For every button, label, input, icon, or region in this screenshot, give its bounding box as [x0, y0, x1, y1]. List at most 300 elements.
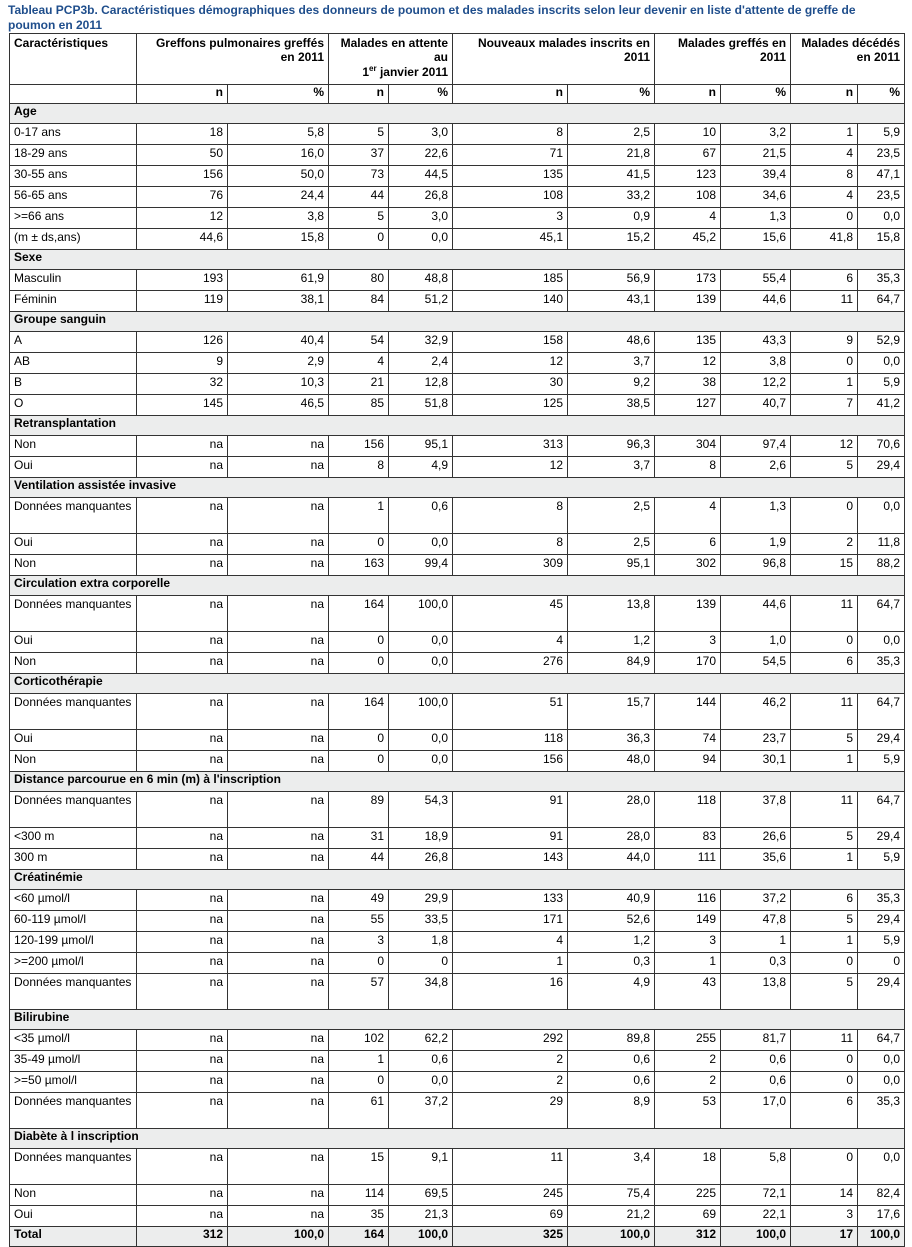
- cell-pct: na: [228, 828, 329, 849]
- cell-pct: 47,8: [721, 911, 791, 932]
- cell-pct: 28,0: [568, 828, 655, 849]
- table-row: [10, 890, 905, 911]
- cell-n: 16: [453, 974, 568, 1010]
- header-n: n: [655, 85, 721, 104]
- cell-pct: na: [228, 1072, 329, 1093]
- header-group-2-line2: janvier 2011: [376, 65, 448, 79]
- section-heading: Créatinémie: [10, 870, 905, 890]
- cell-pct: na: [228, 751, 329, 772]
- cell-n: 5: [791, 911, 858, 932]
- header-pct: %: [228, 85, 329, 104]
- cell-n: 11: [791, 596, 858, 632]
- cell-pct: 4,9: [389, 457, 453, 478]
- cell-pct: 29,4: [858, 457, 905, 478]
- cell-n: 276: [453, 653, 568, 674]
- cell-pct: 5,9: [858, 849, 905, 870]
- cell-n: 9: [137, 353, 228, 374]
- cell-pct: 33,2: [568, 187, 655, 208]
- cell-n: 14: [791, 1185, 858, 1206]
- cell-n: 156: [453, 751, 568, 772]
- cell-pct: 3,4: [568, 1149, 655, 1185]
- cell-n: 6: [791, 270, 858, 291]
- cell-pct: 0,6: [721, 1051, 791, 1072]
- cell-n: 37: [329, 145, 389, 166]
- cell-pct: 2,9: [228, 353, 329, 374]
- cell-n: na: [137, 751, 228, 772]
- cell-pct: 2,5: [568, 498, 655, 534]
- row-label: 30-55 ans: [10, 166, 137, 187]
- cell-pct: 1,3: [721, 498, 791, 534]
- cell-pct: 84,9: [568, 653, 655, 674]
- cell-pct: 22,1: [721, 1206, 791, 1227]
- cell-n: 91: [453, 792, 568, 828]
- cell-pct: 0,3: [721, 953, 791, 974]
- cell-n: 6: [791, 1093, 858, 1129]
- cell-n: 53: [655, 1093, 721, 1129]
- row-label: AB: [10, 353, 137, 374]
- section-row: [10, 478, 905, 498]
- cell-n: 45,1: [453, 229, 568, 250]
- table-row: [10, 596, 905, 632]
- section-row: [10, 576, 905, 596]
- cell-pct: na: [228, 1093, 329, 1129]
- cell-n: 125: [453, 395, 568, 416]
- cell-pct: 21,2: [568, 1206, 655, 1227]
- cell-n: 173: [655, 270, 721, 291]
- row-label: Oui: [10, 730, 137, 751]
- cell-n: 185: [453, 270, 568, 291]
- cell-n: 1: [453, 953, 568, 974]
- cell-n: 3: [655, 932, 721, 953]
- cell-n: 0: [329, 534, 389, 555]
- cell-n: 11: [791, 694, 858, 730]
- cell-n: 45: [453, 596, 568, 632]
- table-row: [10, 332, 905, 353]
- cell-pct: 4,9: [568, 974, 655, 1010]
- cell-pct: 35,3: [858, 890, 905, 911]
- cell-pct: 5,9: [858, 124, 905, 145]
- cell-pct: 96,3: [568, 436, 655, 457]
- total-row: [10, 1227, 905, 1247]
- cell-pct: 75,4: [568, 1185, 655, 1206]
- cell-pct: 43,1: [568, 291, 655, 312]
- cell-pct: 15,2: [568, 229, 655, 250]
- section-row: [10, 1129, 905, 1149]
- cell-n: 118: [655, 792, 721, 828]
- cell-n: 12: [791, 436, 858, 457]
- cell-n: 5: [791, 457, 858, 478]
- cell-pct: 46,2: [721, 694, 791, 730]
- cell-pct: 3,8: [228, 208, 329, 229]
- table-row: [10, 270, 905, 291]
- cell-n: 1: [791, 374, 858, 395]
- cell-n: na: [137, 1030, 228, 1051]
- row-label: Données manquantes: [10, 694, 137, 730]
- cell-n: 144: [655, 694, 721, 730]
- row-label: Oui: [10, 1206, 137, 1227]
- cell-n: 9: [791, 332, 858, 353]
- cell-pct: na: [228, 849, 329, 870]
- section-heading: Diabète à l inscription: [10, 1129, 905, 1149]
- section-row: [10, 1010, 905, 1030]
- section-heading: Corticothérapie: [10, 674, 905, 694]
- total-n: 17: [791, 1227, 858, 1247]
- section-heading: Groupe sanguin: [10, 312, 905, 332]
- cell-n: 302: [655, 555, 721, 576]
- cell-n: 18: [137, 124, 228, 145]
- cell-n: na: [137, 1051, 228, 1072]
- cell-pct: 61,9: [228, 270, 329, 291]
- cell-pct: 29,4: [858, 974, 905, 1010]
- cell-pct: 26,8: [389, 849, 453, 870]
- table-row: [10, 187, 905, 208]
- cell-pct: 15,8: [228, 229, 329, 250]
- cell-n: na: [137, 828, 228, 849]
- total-pct: 100,0: [858, 1227, 905, 1247]
- section-row: [10, 312, 905, 332]
- cell-pct: 3,7: [568, 353, 655, 374]
- cell-pct: 82,4: [858, 1185, 905, 1206]
- section-heading: Circulation extra corporelle: [10, 576, 905, 596]
- cell-pct: 13,8: [568, 596, 655, 632]
- cell-n: 76: [137, 187, 228, 208]
- cell-n: na: [137, 498, 228, 534]
- cell-n: 2: [453, 1051, 568, 1072]
- total-pct: 100,0: [568, 1227, 655, 1247]
- cell-pct: 0,0: [858, 208, 905, 229]
- cell-n: na: [137, 632, 228, 653]
- cell-pct: na: [228, 1206, 329, 1227]
- cell-pct: 9,1: [389, 1149, 453, 1185]
- row-label: Oui: [10, 632, 137, 653]
- row-label: Données manquantes: [10, 1093, 137, 1129]
- total-label: Total: [10, 1227, 137, 1247]
- cell-pct: 40,4: [228, 332, 329, 353]
- header-pct: %: [858, 85, 905, 104]
- cell-pct: 46,5: [228, 395, 329, 416]
- cell-pct: 16,0: [228, 145, 329, 166]
- cell-n: na: [137, 694, 228, 730]
- cell-pct: 0,6: [721, 1072, 791, 1093]
- cell-pct: na: [228, 694, 329, 730]
- cell-pct: 44,6: [721, 596, 791, 632]
- header-pct: %: [721, 85, 791, 104]
- cell-n: 255: [655, 1030, 721, 1051]
- section-row: [10, 870, 905, 890]
- cell-n: 171: [453, 911, 568, 932]
- cell-n: 67: [655, 145, 721, 166]
- cell-pct: 0,0: [389, 730, 453, 751]
- cell-pct: 21,3: [389, 1206, 453, 1227]
- cell-pct: 54,5: [721, 653, 791, 674]
- cell-n: 8: [655, 457, 721, 478]
- cell-pct: 39,4: [721, 166, 791, 187]
- header-group-2-line1: Malades en attente au: [340, 36, 448, 64]
- cell-pct: na: [228, 653, 329, 674]
- cell-pct: 100,0: [389, 694, 453, 730]
- cell-n: 0: [791, 632, 858, 653]
- cell-pct: 28,0: [568, 792, 655, 828]
- cell-n: 1: [791, 124, 858, 145]
- cell-n: 45,2: [655, 229, 721, 250]
- cell-n: 108: [453, 187, 568, 208]
- cell-n: 158: [453, 332, 568, 353]
- cell-pct: 29,4: [858, 828, 905, 849]
- cell-n: 73: [329, 166, 389, 187]
- cell-n: 91: [453, 828, 568, 849]
- cell-pct: 0,0: [858, 1149, 905, 1185]
- cell-n: 94: [655, 751, 721, 772]
- cell-n: na: [137, 653, 228, 674]
- cell-pct: 51,8: [389, 395, 453, 416]
- cell-pct: 41,2: [858, 395, 905, 416]
- cell-pct: 44,5: [389, 166, 453, 187]
- cell-n: 108: [655, 187, 721, 208]
- cell-pct: na: [228, 1185, 329, 1206]
- cell-n: na: [137, 792, 228, 828]
- cell-n: 18: [655, 1149, 721, 1185]
- cell-pct: 62,2: [389, 1030, 453, 1051]
- cell-pct: na: [228, 457, 329, 478]
- row-label: Masculin: [10, 270, 137, 291]
- row-label: Données manquantes: [10, 974, 137, 1010]
- cell-pct: 47,1: [858, 166, 905, 187]
- cell-n: 8: [791, 166, 858, 187]
- cell-n: 41,8: [791, 229, 858, 250]
- cell-pct: 34,8: [389, 974, 453, 1010]
- cell-n: 0: [329, 632, 389, 653]
- cell-n: 8: [453, 534, 568, 555]
- table-row: [10, 974, 905, 1010]
- section-heading: Bilirubine: [10, 1010, 905, 1030]
- cell-pct: 72,1: [721, 1185, 791, 1206]
- data-table: [9, 33, 905, 1247]
- section-heading: Age: [10, 104, 905, 124]
- header-group-3: Nouveaux malades inscrits en 2011: [453, 34, 655, 85]
- cell-n: 114: [329, 1185, 389, 1206]
- row-label: 120-199 µmol/l: [10, 932, 137, 953]
- cell-pct: 64,7: [858, 694, 905, 730]
- total-n: 164: [329, 1227, 389, 1247]
- table-row: [10, 374, 905, 395]
- row-label: <60 µmol/l: [10, 890, 137, 911]
- table-row: [10, 751, 905, 772]
- table-row: [10, 436, 905, 457]
- cell-n: 164: [329, 596, 389, 632]
- cell-n: 54: [329, 332, 389, 353]
- cell-n: 2: [655, 1051, 721, 1072]
- cell-pct: 0,9: [568, 208, 655, 229]
- cell-pct: 0,0: [389, 653, 453, 674]
- cell-n: na: [137, 534, 228, 555]
- row-label: 18-29 ans: [10, 145, 137, 166]
- cell-n: 0: [791, 1051, 858, 1072]
- table-title: Tableau PCP3b. Caractéristiques démographiques des donneurs de poumon et des malades inscrits selon leur devenir en liste d'attente de greffe de poumon en 2011: [8, 3, 856, 32]
- header-blank: [10, 85, 137, 104]
- cell-pct: 44,0: [568, 849, 655, 870]
- cell-n: 44: [329, 849, 389, 870]
- cell-pct: 0,3: [568, 953, 655, 974]
- cell-pct: 23,5: [858, 187, 905, 208]
- table-row: [10, 932, 905, 953]
- cell-n: na: [137, 974, 228, 1010]
- cell-n: 170: [655, 653, 721, 674]
- cell-n: 304: [655, 436, 721, 457]
- cell-n: 118: [453, 730, 568, 751]
- cell-pct: na: [228, 730, 329, 751]
- cell-n: 1: [329, 498, 389, 534]
- cell-pct: 15,6: [721, 229, 791, 250]
- cell-pct: 64,7: [858, 792, 905, 828]
- cell-pct: 5,8: [228, 124, 329, 145]
- cell-pct: 2,6: [721, 457, 791, 478]
- cell-pct: 24,4: [228, 187, 329, 208]
- cell-n: 123: [655, 166, 721, 187]
- cell-pct: 0: [858, 953, 905, 974]
- cell-n: 5: [791, 730, 858, 751]
- cell-pct: 43,3: [721, 332, 791, 353]
- cell-pct: 99,4: [389, 555, 453, 576]
- cell-n: na: [137, 890, 228, 911]
- cell-pct: 0,6: [389, 498, 453, 534]
- cell-pct: 1,3: [721, 208, 791, 229]
- row-label: <300 m: [10, 828, 137, 849]
- cell-n: 0: [329, 730, 389, 751]
- row-label: >=66 ans: [10, 208, 137, 229]
- row-label: Non: [10, 751, 137, 772]
- cell-pct: 95,1: [568, 555, 655, 576]
- cell-n: 0: [791, 953, 858, 974]
- cell-n: 1: [791, 932, 858, 953]
- cell-pct: 21,8: [568, 145, 655, 166]
- cell-pct: na: [228, 436, 329, 457]
- cell-pct: 10,3: [228, 374, 329, 395]
- cell-n: 15: [329, 1149, 389, 1185]
- cell-n: 69: [453, 1206, 568, 1227]
- cell-pct: 5,9: [858, 751, 905, 772]
- cell-n: 0: [791, 1149, 858, 1185]
- cell-n: 50: [137, 145, 228, 166]
- cell-pct: 33,5: [389, 911, 453, 932]
- cell-pct: na: [228, 953, 329, 974]
- cell-n: 4: [329, 353, 389, 374]
- cell-pct: 0,0: [389, 751, 453, 772]
- cell-pct: 29,4: [858, 730, 905, 751]
- cell-n: 12: [137, 208, 228, 229]
- cell-n: 7: [791, 395, 858, 416]
- cell-pct: 2,5: [568, 124, 655, 145]
- cell-n: 4: [453, 632, 568, 653]
- cell-n: na: [137, 911, 228, 932]
- cell-n: 140: [453, 291, 568, 312]
- table-row: [10, 291, 905, 312]
- cell-pct: 88,2: [858, 555, 905, 576]
- table-row: [10, 124, 905, 145]
- cell-pct: 23,5: [858, 145, 905, 166]
- cell-n: 2: [655, 1072, 721, 1093]
- cell-pct: 0,0: [858, 498, 905, 534]
- cell-n: 143: [453, 849, 568, 870]
- cell-n: na: [137, 730, 228, 751]
- cell-pct: na: [228, 911, 329, 932]
- cell-n: na: [137, 953, 228, 974]
- cell-n: 111: [655, 849, 721, 870]
- table-row: [10, 953, 905, 974]
- cell-n: 313: [453, 436, 568, 457]
- cell-pct: 40,7: [721, 395, 791, 416]
- cell-n: 84: [329, 291, 389, 312]
- cell-n: 1: [655, 953, 721, 974]
- table-row: [10, 166, 905, 187]
- cell-n: 32: [137, 374, 228, 395]
- cell-n: 12: [453, 353, 568, 374]
- cell-pct: 34,6: [721, 187, 791, 208]
- cell-pct: 22,6: [389, 145, 453, 166]
- table-row: [10, 457, 905, 478]
- cell-pct: 26,8: [389, 187, 453, 208]
- cell-n: 11: [791, 291, 858, 312]
- cell-n: 0: [329, 751, 389, 772]
- cell-n: 8: [329, 457, 389, 478]
- cell-n: 193: [137, 270, 228, 291]
- table-row: [10, 229, 905, 250]
- cell-pct: 50,0: [228, 166, 329, 187]
- cell-n: na: [137, 596, 228, 632]
- cell-n: 2: [791, 534, 858, 555]
- cell-pct: 0,6: [389, 1051, 453, 1072]
- cell-pct: na: [228, 932, 329, 953]
- cell-pct: 64,7: [858, 1030, 905, 1051]
- cell-n: 116: [655, 890, 721, 911]
- cell-n: 156: [137, 166, 228, 187]
- cell-pct: 0,0: [389, 632, 453, 653]
- total-pct: 100,0: [228, 1227, 329, 1247]
- table-row: [10, 1093, 905, 1129]
- cell-pct: 29,4: [858, 911, 905, 932]
- table-row: [10, 1051, 905, 1072]
- cell-n: 3: [453, 208, 568, 229]
- section-row: [10, 250, 905, 270]
- cell-n: 2: [453, 1072, 568, 1093]
- cell-pct: 89,8: [568, 1030, 655, 1051]
- cell-pct: 5,9: [858, 932, 905, 953]
- table-body: [10, 104, 905, 1247]
- cell-pct: 29,9: [389, 890, 453, 911]
- cell-n: 44,6: [137, 229, 228, 250]
- cell-n: 12: [453, 457, 568, 478]
- cell-pct: 21,5: [721, 145, 791, 166]
- cell-pct: 0,0: [858, 1051, 905, 1072]
- cell-n: 0: [791, 1072, 858, 1093]
- cell-pct: 1: [721, 932, 791, 953]
- cell-n: 35: [329, 1206, 389, 1227]
- cell-pct: 2,4: [389, 353, 453, 374]
- cell-n: 0: [791, 498, 858, 534]
- header-n: n: [329, 85, 389, 104]
- cell-n: 5: [791, 974, 858, 1010]
- cell-pct: 37,2: [389, 1093, 453, 1129]
- cell-n: 51: [453, 694, 568, 730]
- table-row: [10, 1030, 905, 1051]
- cell-n: 0: [329, 653, 389, 674]
- table-row: [10, 730, 905, 751]
- row-label: (m ± ds,ans): [10, 229, 137, 250]
- cell-n: 44: [329, 187, 389, 208]
- cell-n: 309: [453, 555, 568, 576]
- cell-n: 6: [791, 890, 858, 911]
- cell-pct: na: [228, 1051, 329, 1072]
- total-pct: 100,0: [389, 1227, 453, 1247]
